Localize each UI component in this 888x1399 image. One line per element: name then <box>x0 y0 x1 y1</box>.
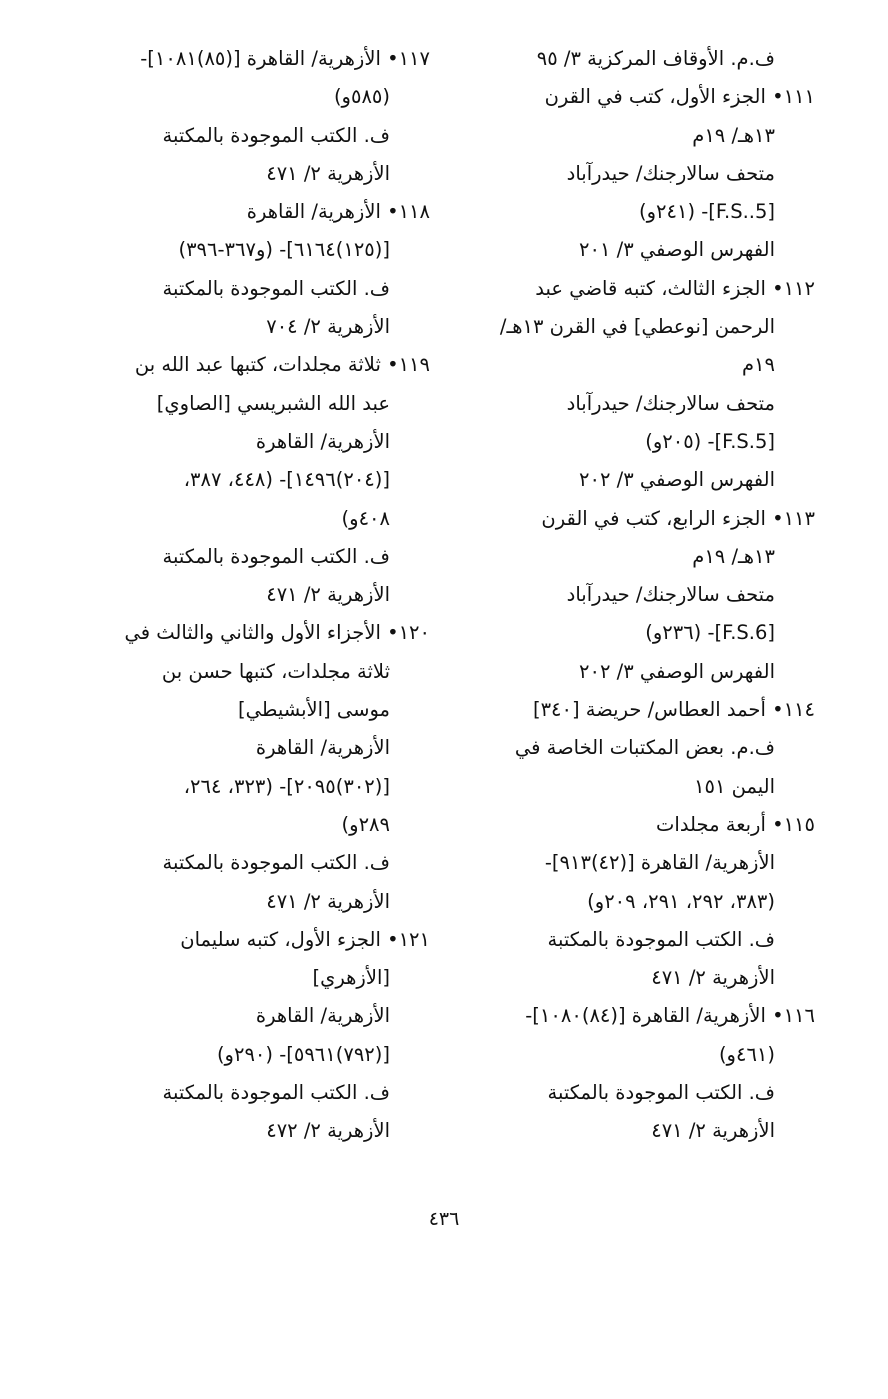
text-line: [(٢٠٤)١٤٩٦]- (٤٤٨، ٣٨٧، <box>183 468 390 492</box>
text-line: الفهرس الوصفي ٣/ ٢٠١ <box>579 238 775 262</box>
text-line: (٥٨٥و) <box>333 85 390 109</box>
text-line: الأزهرية ٢/ ٤٧١ <box>266 889 390 913</box>
text-line: الأزهرية/ القاهرة <box>255 736 390 760</box>
text-line: الأزهرية ٢/ ٧٠٤ <box>266 315 390 339</box>
text-line: الرحمن [نوعطي] في القرن ١٣هـ/ <box>499 315 775 339</box>
text-line: ١٣هـ/ ١٩م <box>692 544 775 568</box>
text-line: الفهرس الوصفي ٣/ ٢٠٢ <box>579 468 775 492</box>
text-line: ١١٧• الأزهرية/ القاهرة [(٨٥)١٠٨١]- <box>140 47 430 70</box>
text-line: [F.S.6]- (٢٣٦و) <box>645 621 775 645</box>
text-line: ١١١• الجزء الأول، كتب في القرن <box>544 85 815 109</box>
left-column <box>85 40 430 1151</box>
text-line: (٣٨٣، ٢٩٢، ٢٩١، ٢٠٩و) <box>587 889 775 913</box>
text-line: ف.م. الأوقاف المركزية ٣/ ٩٥ <box>536 47 775 70</box>
text-line: ١١٦• الأزهرية/ القاهرة [(٨٤)١٠٨٠]- <box>525 1004 815 1028</box>
text-line: الأزهرية ٢/ ٤٧٢ <box>266 1119 390 1143</box>
text-line: ٤٠٨و) <box>341 506 390 530</box>
text-line: ١١٤• أحمد العطاس/ حريضة [٣٤٠] <box>532 698 815 722</box>
text-line: ٢٨٩و) <box>341 812 390 836</box>
text-line: ثلاثة مجلدات، كتبها حسن بن <box>161 659 390 683</box>
text-line: ف.م. بعض المكتبات الخاصة في <box>514 736 775 760</box>
text-line: ف. الكتب الموجودة بالمكتبة <box>547 927 775 951</box>
text-line: [F.S.5]- (٢٠٥و) <box>645 429 775 453</box>
text-line: [(٧٩٢)٥٩٦١]- (٢٩٠و) <box>216 1042 390 1066</box>
page-number: ٤٣٦ <box>428 1208 460 1230</box>
text-line: الأزهرية ٢/ ٤٧١ <box>266 583 390 607</box>
text-line: متحف سالارجنك/ حيدرآباد <box>566 391 775 415</box>
text-line: اليمن ١٥١ <box>694 774 775 798</box>
text-line: الأزهرية/ القاهرة <box>255 429 390 453</box>
text-line: الأزهرية ٢/ ٤٧١ <box>651 966 775 990</box>
text-line: عبد الله الشبريسي [الصاوي] <box>156 391 390 415</box>
text-line: [الأزهري] <box>312 966 390 990</box>
text-line: ١٢١• الجزء الأول، كتبه سليمان <box>180 927 430 951</box>
text-line: موسى [الأبشيطي] <box>237 698 390 722</box>
text-line: الأزهرية/ القاهرة [(٤٢)٩١٣]- <box>544 851 775 875</box>
text-line: [(٣٠٢)٢٠٩٥]- (٣٢٣، ٢٦٤، <box>183 774 390 798</box>
text-line: الأزهرية/ القاهرة <box>255 1004 390 1028</box>
text-line: الأزهرية ٢/ ٤٧١ <box>266 161 390 185</box>
text-line: متحف سالارجنك/ حيدرآباد <box>566 583 775 607</box>
right-column <box>470 40 815 1151</box>
text-line: ١٢٠• الأجزاء الأول والثاني والثالث في <box>124 621 430 645</box>
text-line: الفهرس الوصفي ٣/ ٢٠٢ <box>579 659 775 683</box>
text-line: ١١٥• أربعة مجلدات <box>656 812 815 836</box>
text-line: [(١٢٥)٦١٦٤]- (و٣٦٧-٣٩٦) <box>178 238 390 262</box>
text-line: ١١٨• الأزهرية/ القاهرة <box>246 200 430 224</box>
text-line: متحف سالارجنك/ حيدرآباد <box>566 161 775 185</box>
text-line: ف. الكتب الموجودة بالمكتبة <box>547 1081 775 1105</box>
text-line: ١١٣• الجزء الرابع، كتب في القرن <box>541 506 815 530</box>
text-line: ف. الكتب الموجودة بالمكتبة <box>162 123 390 147</box>
text-line: ١١٩• ثلاثة مجلدات، كتبها عبد الله بن <box>134 353 430 377</box>
text-line: ف. الكتب الموجودة بالمكتبة <box>162 544 390 568</box>
text-line: [F.S..5]- (٢٤١و) <box>639 200 775 224</box>
text-line: ف. الكتب الموجودة بالمكتبة <box>162 1081 390 1105</box>
text-line: ١٩م <box>741 353 775 377</box>
text-line: (٤٦١و) <box>718 1042 775 1066</box>
text-line: ف. الكتب الموجودة بالمكتبة <box>162 276 390 300</box>
text-line: الأزهرية ٢/ ٤٧١ <box>651 1119 775 1143</box>
text-line: ف. الكتب الموجودة بالمكتبة <box>162 851 390 875</box>
text-line: ١٣هـ/ ١٩م <box>692 123 775 147</box>
text-line: ١١٢• الجزء الثالث، كتبه قاضي عبد <box>535 276 815 300</box>
